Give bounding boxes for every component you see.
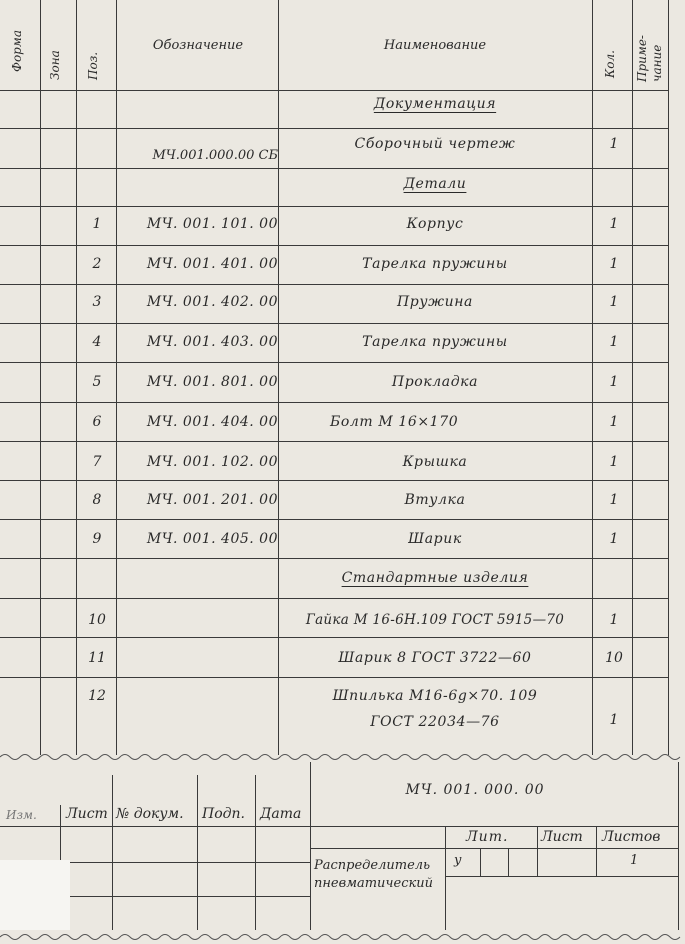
sheets-value: 1	[630, 853, 639, 868]
row-name: Пружина	[397, 294, 473, 310]
row-qty: 1	[609, 612, 619, 628]
label-podp: Подп.	[202, 806, 245, 822]
row-name: Тарелка пружины	[362, 334, 508, 350]
break-line-wavy-bottom	[0, 930, 685, 944]
row-name: Болт М 16×170	[330, 414, 459, 430]
section-standard-label: Стандартные изделия	[341, 570, 529, 586]
label-lit: Лит.	[466, 829, 509, 845]
row-pos: 2	[92, 256, 102, 272]
section-documentation-label: Документация	[373, 96, 497, 112]
row-qty: 1	[609, 454, 619, 470]
row-pos: 3	[92, 294, 102, 310]
row-qty: 1	[609, 374, 619, 390]
label-izm: Изм.	[6, 808, 37, 822]
row-qty: 1	[609, 256, 619, 272]
row-name: Шарик	[408, 531, 462, 547]
header-bottom-line	[0, 90, 668, 91]
erased-area	[0, 860, 70, 930]
row-designation: МЧ. 001. 101. 00	[146, 216, 278, 232]
header-naimenovanie: Наименование	[383, 38, 487, 53]
row-qty: 1	[609, 136, 619, 152]
label-sheet: Лист	[541, 829, 583, 845]
table-row	[0, 612, 685, 650]
table-row	[0, 688, 685, 748]
row-qty: 1	[609, 334, 619, 350]
table-row	[0, 414, 685, 452]
row-pos: 6	[92, 414, 102, 430]
header-forma: Форма	[10, 30, 24, 72]
row-pos: 1	[92, 216, 102, 232]
row-qty: 1	[609, 294, 619, 310]
header-primechanie-2: чание	[650, 44, 664, 82]
section-standard	[0, 570, 685, 608]
row-name: Гайка М 16-6Н.109 ГОСТ 5915—70	[305, 612, 565, 628]
row-designation: МЧ. 001. 405. 00	[146, 531, 278, 547]
row-qty: 1	[609, 712, 619, 728]
table-row	[0, 650, 685, 688]
row-name: Крышка	[402, 454, 468, 470]
table-row	[0, 216, 685, 254]
table-row	[0, 454, 685, 492]
header-kol: Кол.	[603, 50, 617, 78]
label-n-dokum: № докум.	[116, 806, 184, 822]
section-details-label: Детали	[403, 176, 467, 192]
header-oboznachenie: Обозначение	[152, 38, 244, 53]
row-designation: МЧ. 001. 404. 00	[146, 414, 278, 430]
row-qty: 1	[609, 414, 619, 430]
break-line-wavy	[0, 750, 685, 764]
table-row	[0, 136, 685, 174]
row-qty: 1	[609, 492, 619, 508]
row-name: Прокладка	[391, 374, 479, 390]
row-pos: 10	[88, 612, 106, 628]
row-qty: 10	[605, 650, 623, 666]
row-designation: МЧ. 001. 102. 00	[146, 454, 278, 470]
row-name-line2: ГОСТ 22034—76	[370, 714, 500, 730]
table-row	[0, 492, 685, 530]
row-pos: 11	[88, 650, 106, 666]
table-row	[0, 294, 685, 332]
row-pos: 7	[92, 454, 102, 470]
product-name-line2: пневматический	[314, 876, 433, 891]
table-row	[0, 334, 685, 372]
table-row	[0, 531, 685, 569]
row-name: Корпус	[406, 216, 464, 232]
row-designation: МЧ. 001. 401. 00	[146, 256, 278, 272]
row-qty: 1	[609, 531, 619, 547]
row-pos: 4	[92, 334, 102, 350]
label-sheets: Листов	[602, 829, 661, 845]
product-name-line1: Распределитель	[314, 858, 431, 873]
section-documentation	[0, 96, 685, 134]
lit-value: у	[454, 853, 462, 868]
label-list: Лист	[66, 806, 108, 822]
table-row	[0, 256, 685, 294]
row-designation: МЧ. 001. 201. 00	[146, 492, 278, 508]
row-designation: МЧ. 001. 402. 00	[146, 294, 278, 310]
row-pos: 8	[92, 492, 102, 508]
row-pos: 12	[88, 688, 106, 704]
row-qty: 1	[609, 216, 619, 232]
row-designation: МЧ. 001. 403. 00	[146, 334, 278, 350]
row-name: Тарелка пружины	[362, 256, 508, 272]
row-designation: МЧ.001.000.00 СБ	[152, 148, 278, 163]
table-row	[0, 374, 685, 412]
row-designation: МЧ. 001. 801. 00	[146, 374, 278, 390]
header-primechanie-1: Приме-	[635, 35, 649, 82]
row-name: Шарик 8 ГОСТ 3722—60	[338, 650, 532, 666]
header-poz: Поз.	[86, 51, 100, 80]
row-name-line1: Шпилька М16-6g×70. 109	[332, 688, 538, 704]
row-pos: 9	[92, 531, 102, 547]
section-details	[0, 176, 685, 214]
label-data: Дата	[260, 806, 302, 822]
doc-code: МЧ. 001. 000. 00	[405, 782, 545, 798]
row-name: Сборочный чертеж	[354, 136, 516, 152]
row-pos: 5	[92, 374, 102, 390]
header-zona: Зона	[48, 50, 62, 80]
row-name: Втулка	[404, 492, 466, 508]
